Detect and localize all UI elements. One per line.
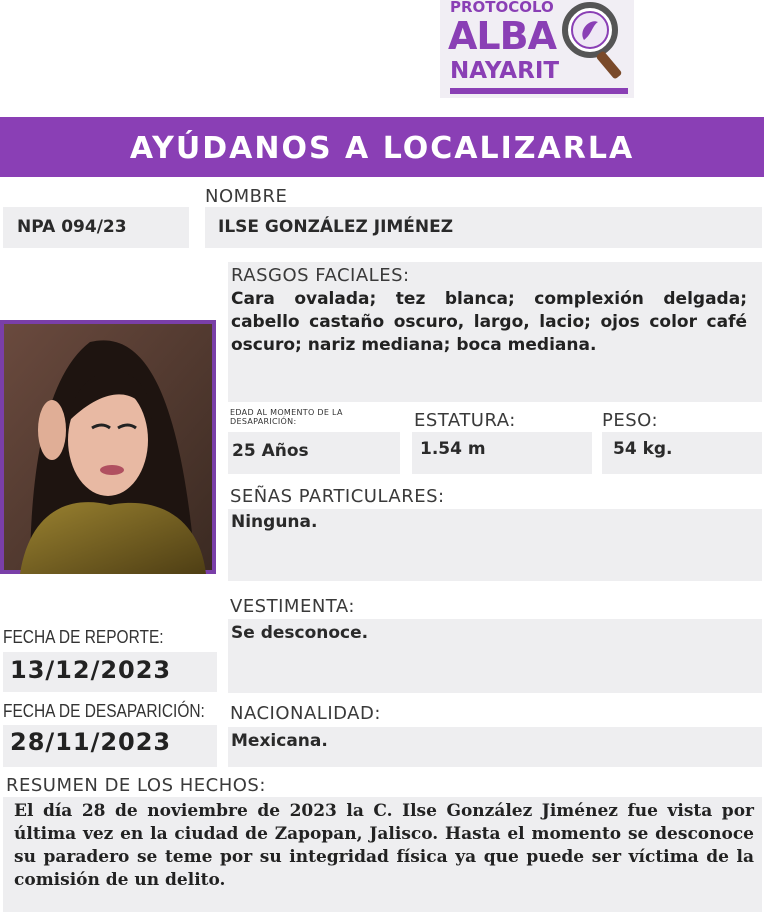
- weight-label: PESO:: [602, 410, 659, 431]
- weight-value: 54 kg.: [613, 439, 673, 459]
- nationality-label: NACIONALIDAD:: [230, 703, 381, 724]
- magnifier-icon: [556, 0, 632, 86]
- logo-underline: [450, 88, 628, 94]
- logo-line-protocolo: PROTOCOLO: [450, 0, 554, 16]
- marks-value: Ninguna.: [231, 512, 318, 532]
- marks-label: SEÑAS PARTICULARES:: [230, 486, 445, 507]
- disappearance-date-value: 28/11/2023: [10, 728, 172, 756]
- facial-label: RASGOS FACIALES:: [231, 265, 410, 286]
- disappearance-date-label: FECHA DE DESAPARICIÓN:: [3, 701, 205, 721]
- height-value: 1.54 m: [420, 439, 486, 459]
- missing-person-photo: [0, 320, 216, 574]
- banner-title: AYÚDANOS A LOCALIZARLA: [129, 131, 635, 166]
- nationality-value: Mexicana.: [231, 731, 328, 751]
- alert-banner: [0, 117, 764, 177]
- name-label: NOMBRE: [205, 186, 288, 207]
- summary-label: RESUMEN DE LOS HECHOS:: [6, 775, 266, 796]
- clothing-label: VESTIMENTA:: [230, 596, 355, 617]
- alba-logo: [440, 0, 634, 98]
- report-date-value: 13/12/2023: [10, 656, 172, 684]
- summary-value: El día 28 de noviembre de 2023 la C. Ilse González Jiménez fue vista por última vez en la ciudad de Zapopan, Jalisco. Hasta el momento se desconoce su paradero se teme por su integridad física ya que puede ser víctima de la comisión de un delito.: [14, 801, 754, 890]
- logo-line-alba: ALBA: [448, 14, 556, 58]
- logo-line-nayarit: NAYARIT: [450, 58, 560, 84]
- clothing-value: Se desconoce.: [231, 623, 369, 643]
- height-label: ESTATURA:: [414, 410, 516, 431]
- report-date-label: FECHA DE REPORTE:: [3, 627, 164, 647]
- age-value: 25 Años: [232, 441, 309, 461]
- facial-value: Cara ovalada; tez blanca; complexión delgada; cabello castaño oscuro, largo, lacio; ojos color café oscuro; nariz mediana; boca mediana.: [231, 289, 747, 355]
- age-label: EDAD AL MOMENTO DE LA DESAPARICIÓN:: [230, 408, 343, 426]
- case-number: NPA 094/23: [17, 217, 127, 237]
- name-value: ILSE GONZÁLEZ JIMÉNEZ: [218, 217, 454, 237]
